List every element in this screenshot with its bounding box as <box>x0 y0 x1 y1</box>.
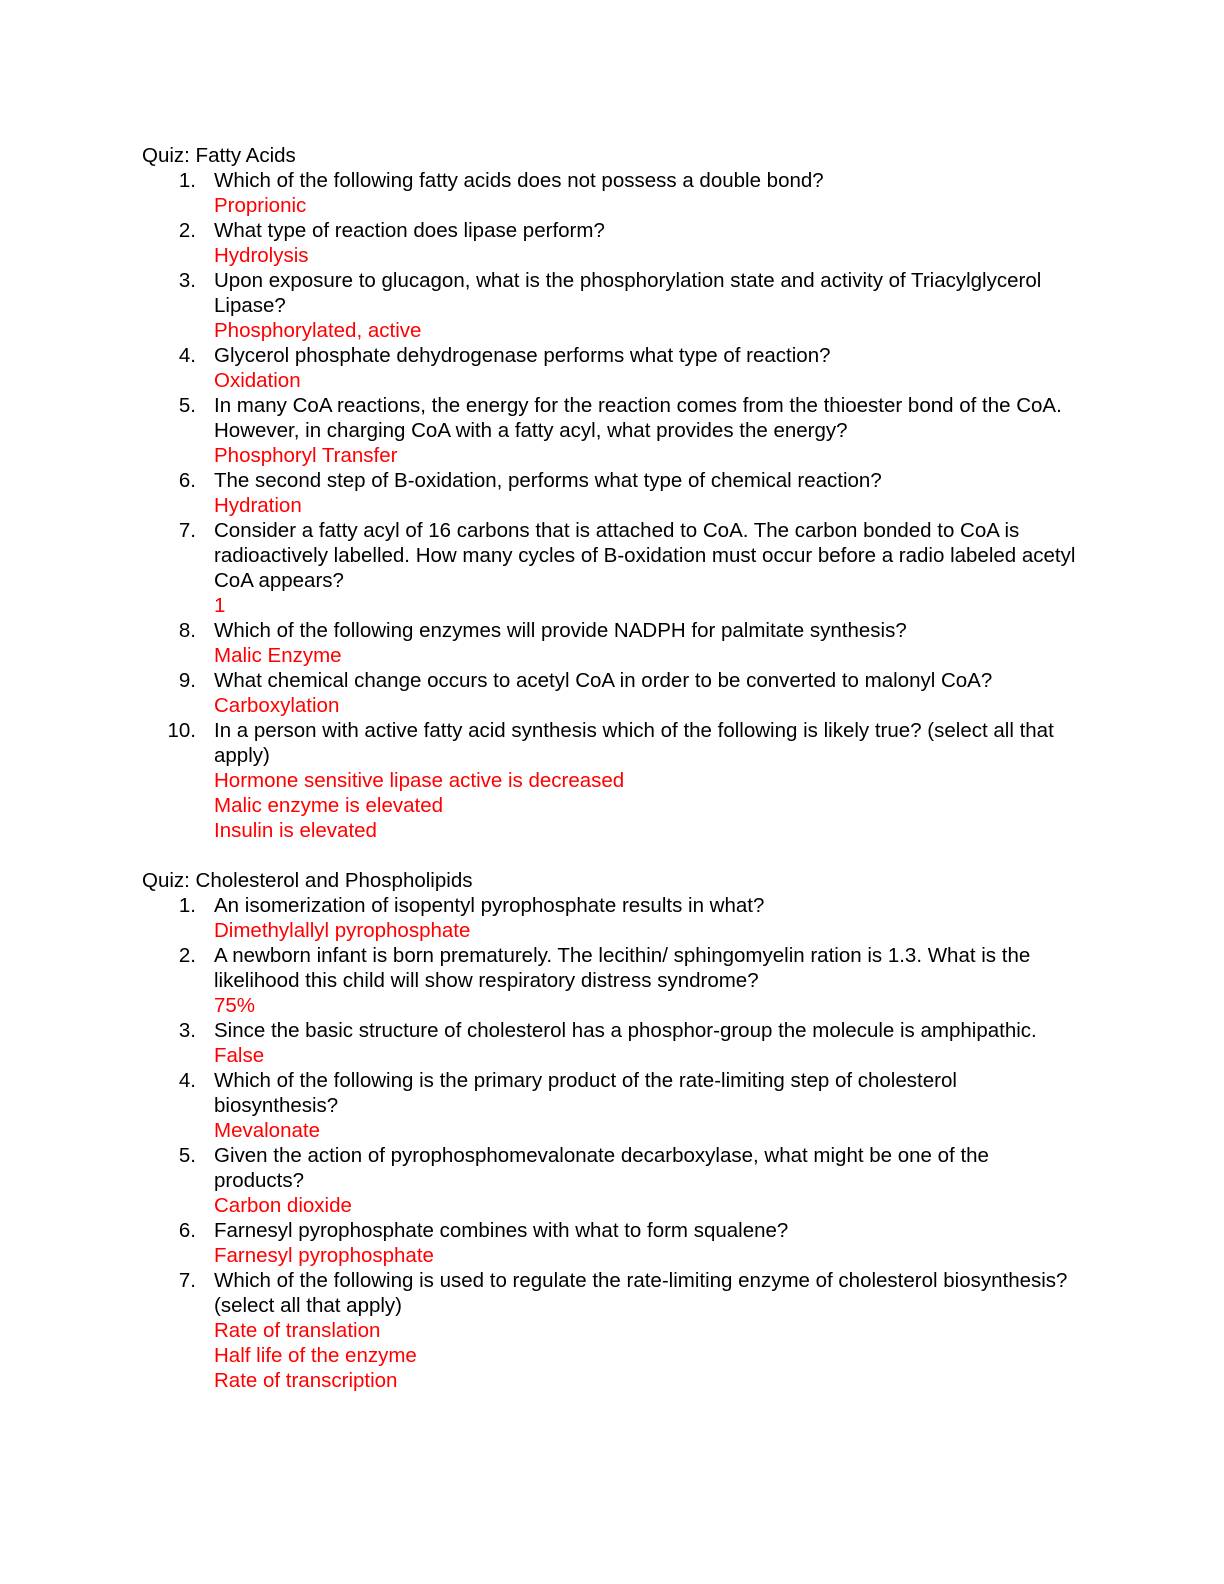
answer-text: False <box>214 1044 265 1067</box>
answer-list <box>214 1318 1082 1393</box>
question-item <box>142 168 1082 218</box>
question-text: Which of the following is used to regulate the rate-limiting enzyme of cholesterol biosynthesis? (select all that apply) <box>214 1269 1068 1317</box>
question-number: 5. <box>178 1144 196 1167</box>
answer-text: Rate of transcription <box>214 1369 398 1392</box>
question-number: 3. <box>178 1019 196 1042</box>
question-list <box>142 893 1082 1393</box>
question-number: 6. <box>178 469 196 492</box>
answer-text: Proprionic <box>214 194 307 217</box>
question-item <box>142 1143 1082 1218</box>
question-number: 2. <box>178 219 196 242</box>
question-text: In a person with active fatty acid synthesis which of the following is likely true? (select all that apply) <box>214 719 1054 767</box>
answer-text: Rate of translation <box>214 1319 381 1342</box>
question-text: In many CoA reactions, the energy for the reaction comes from the thioester bond of the CoA. However, in charging CoA with a fatty acyl, what provides the energy? <box>214 394 1062 442</box>
question-text: Which of the following is the primary product of the rate-limiting step of cholesterol biosynthesis? <box>214 1069 957 1117</box>
question-item <box>142 1268 1082 1393</box>
question-number: 6. <box>178 1219 196 1242</box>
answer-list <box>214 1043 1082 1068</box>
question-number: 10. <box>167 719 196 742</box>
answer-list <box>214 243 1082 268</box>
question-text: Consider a fatty acyl of 16 carbons that is attached to CoA. The carbon bonded to CoA is radioactively labelled. How many cycles of B-oxidation must occur before a radio labeled acetyl CoA appears? <box>214 519 1076 592</box>
question-number: 4. <box>178 1069 196 1092</box>
answer-text: Phosphorylated, active <box>214 319 422 342</box>
answer-text: Farnesyl pyrophosphate <box>214 1244 434 1267</box>
question-text: Given the action of pyrophosphomevalonate decarboxylase, what might be one of the products? <box>214 1144 989 1192</box>
quiz-title: Quiz: Cholesterol and Phospholipids <box>142 869 473 892</box>
question-number: 1. <box>178 894 196 917</box>
question-number: 7. <box>178 519 196 542</box>
answer-list <box>214 493 1082 518</box>
question-item <box>142 943 1082 1018</box>
question-item <box>142 618 1082 668</box>
answer-text: Oxidation <box>214 369 301 392</box>
answer-text: Hydrolysis <box>214 244 309 267</box>
question-item <box>142 1068 1082 1143</box>
question-text: An isomerization of isopentyl pyrophosphate results in what? <box>214 894 765 917</box>
question-number: 3. <box>178 269 196 292</box>
answer-list <box>214 768 1082 843</box>
question-number: 7. <box>178 1269 196 1292</box>
answer-text: 1 <box>214 594 226 617</box>
answer-text: Malic enzyme is elevated <box>214 794 444 817</box>
answer-text: Half life of the enzyme <box>214 1344 417 1367</box>
question-text: Since the basic structure of cholesterol has a phosphor-group the molecule is amphipathic. <box>214 1019 1037 1042</box>
question-number: 9. <box>178 669 196 692</box>
question-number: 5. <box>178 394 196 417</box>
question-item <box>142 468 1082 518</box>
answer-text: Carboxylation <box>214 694 340 717</box>
answer-list <box>214 1243 1082 1268</box>
question-item <box>142 268 1082 343</box>
question-text: Glycerol phosphate dehydrogenase performs what type of reaction? <box>214 344 831 367</box>
quiz-section-cholesterol-phospholipids <box>142 868 1082 1393</box>
answer-text: 75% <box>214 994 256 1017</box>
question-item <box>142 218 1082 268</box>
question-item <box>142 1018 1082 1068</box>
question-text: What type of reaction does lipase perform? <box>214 219 605 242</box>
answer-text: Insulin is elevated <box>214 819 377 842</box>
answer-list <box>214 693 1082 718</box>
question-number: 1. <box>178 169 196 192</box>
quiz-title: Quiz: Fatty Acids <box>142 144 296 167</box>
question-text: What chemical change occurs to acetyl CoA in order to be converted to malonyl CoA? <box>214 669 993 692</box>
question-item <box>142 343 1082 393</box>
answer-text: Hydration <box>214 494 302 517</box>
question-text: Farnesyl pyrophosphate combines with what to form squalene? <box>214 1219 789 1242</box>
answer-list <box>214 918 1082 943</box>
question-number: 8. <box>178 619 196 642</box>
question-text: Which of the following fatty acids does not possess a double bond? <box>214 169 824 192</box>
answer-list <box>214 318 1082 343</box>
answer-text: Carbon dioxide <box>214 1194 352 1217</box>
answer-list <box>214 643 1082 668</box>
document-page <box>142 143 1082 1393</box>
answer-text: Mevalonate <box>214 1119 320 1142</box>
answer-text: Phosphoryl Transfer <box>214 444 398 467</box>
question-text: Upon exposure to glucagon, what is the phosphorylation state and activity of Triacylglycerol Lipase? <box>214 269 1042 317</box>
question-text: A newborn infant is born prematurely. The lecithin/ sphingomyelin ration is 1.3. What is the likelihood this child will show respiratory distress syndrome? <box>214 944 1031 992</box>
question-item <box>142 518 1082 618</box>
question-number: 2. <box>178 944 196 967</box>
answer-list <box>214 193 1082 218</box>
question-list <box>142 168 1082 843</box>
question-text: Which of the following enzymes will provide NADPH for palmitate synthesis? <box>214 619 907 642</box>
answer-text: Malic Enzyme <box>214 644 342 667</box>
question-item <box>142 1218 1082 1268</box>
question-number: 4. <box>178 344 196 367</box>
answer-list <box>214 593 1082 618</box>
question-text: The second step of B-oxidation, performs what type of chemical reaction? <box>214 469 882 492</box>
question-item <box>142 893 1082 943</box>
answer-list <box>214 368 1082 393</box>
answer-text: Hormone sensitive lipase active is decreased <box>214 769 625 792</box>
question-item <box>142 668 1082 718</box>
quiz-section-fatty-acids <box>142 143 1082 843</box>
question-item <box>142 393 1082 468</box>
answer-list <box>214 1193 1082 1218</box>
answer-list <box>214 1118 1082 1143</box>
question-item <box>142 718 1082 843</box>
answer-text: Dimethylallyl pyrophosphate <box>214 919 471 942</box>
answer-list <box>214 443 1082 468</box>
answer-list <box>214 993 1082 1018</box>
